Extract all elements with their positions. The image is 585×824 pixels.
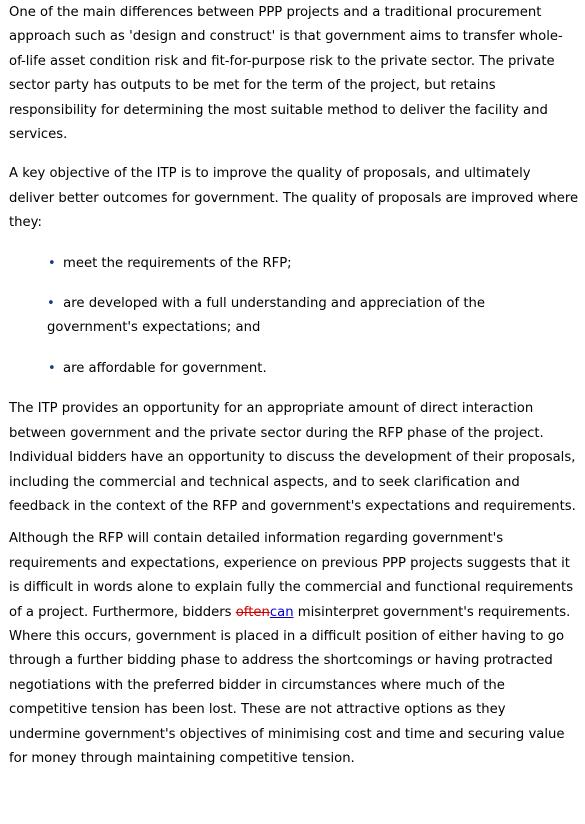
paragraph-rfp-limitations — [9, 527, 579, 771]
paragraph-text: Although the RFP will contain detailed information regarding government's requirements and expectations, experience on previous PPP projects suggests that it is difficult in words alone to explain fully the commercial and functional requirements of a project. Furthermore, bidders — [9, 531, 574, 620]
tracked-deletion: often — [235, 604, 270, 620]
paragraph-itp-objective: A key objective of the ITP is to improve the quality of proposals, and ultimately deliver better outcomes for government. The quality of proposals are improved where they: — [9, 166, 579, 231]
list-item-text: are affordable for government. — [63, 360, 267, 376]
list-item — [47, 252, 579, 276]
bullet-icon: • — [48, 255, 56, 271]
list-item-text: are developed with a full understanding and appreciation of the government's expectations; and — [47, 296, 485, 336]
tracked-insertion: can — [269, 604, 294, 620]
list-item — [47, 357, 579, 381]
quality-criteria-list — [9, 252, 579, 382]
paragraph-ppp-differences: One of the main differences between PPP projects and a traditional procurement approach such as 'design and construct' is that government aims to transfer whole-of-life asset condition risk and fit-for-purpose risk to the private sector. The private sector party has outputs to be met for the term of the project, but retains responsibility for determining the most suitable method to deliver the facility and services. — [9, 5, 563, 143]
list-item-text: meet the requirements of the RFP; — [63, 255, 292, 271]
paragraph-itp-opportunity: The ITP provides an opportunity for an appropriate amount of direct interaction between government and the private sector during the RFP phase of the project. Individual bidders have an opportunity to discuss the development of their proposals, including the commercial and technical aspects, and to seek clarification and feedback in the context of the RFP and government's expectations and requirements. — [9, 401, 576, 514]
paragraph-text: misinterpret government's requirements. Where this occurs, government is placed in a difficult position of either having to go through a further bidding phase to address the shortcomings or having protracted negotiations with the preferred bidder in circumstances where much of the competitive tension has been lost. These are not attractive options as they undermine government's objectives of minimising cost and time and securing value for money through maintaining competitive tension. — [9, 604, 571, 766]
list-item — [47, 292, 579, 341]
bullet-icon: • — [47, 296, 55, 312]
bullet-icon: • — [48, 360, 56, 376]
